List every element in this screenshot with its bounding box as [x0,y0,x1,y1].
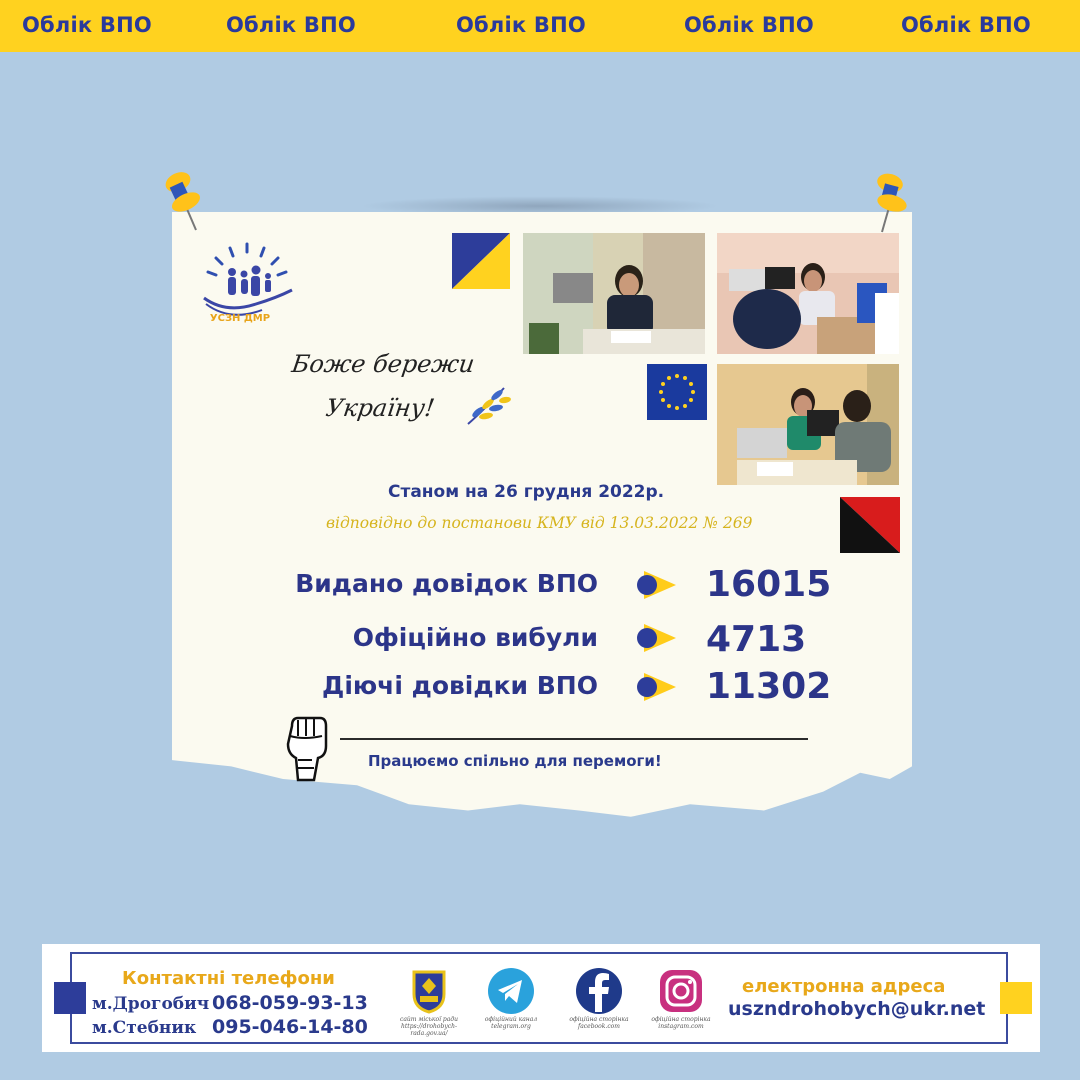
logo-caption: УСЗН ДМР [209,313,271,324]
social-caption: офіційна сторінка facebook.com [569,1016,629,1030]
stat-label: Видано довідок ВПО [295,569,598,598]
raised-fist-icon [284,716,330,782]
contacts-title: Контактні телефони [122,968,335,989]
arrow-bullet-icon [634,621,678,655]
email-title: електронна адреса [742,976,946,997]
arrow-bullet-icon [634,568,678,602]
contact-city: м.Стебник [92,1018,197,1038]
stat-value: 11302 [706,666,832,707]
eu-flag-icon [647,364,707,420]
stat-label: Офіційно вибули [352,623,598,652]
contact-phone[interactable]: 068-059-93-13 [212,992,368,1014]
facebook-icon[interactable] [574,966,624,1016]
stat-value: 4713 [706,619,807,660]
banner-label: Облік ВПО [684,13,814,37]
blue-yellow-flag-icon [452,233,510,289]
arrow-bullet-icon [634,670,678,704]
office-photo [523,233,705,354]
motto: Працюємо спільно для перемоги! [368,752,662,770]
telegram-icon[interactable] [486,966,536,1016]
office-photo [717,233,899,354]
yellow-square-decoration [1000,982,1032,1014]
social-caption: сайт міської ради https://drohobych-rada.gov.ua/ [399,1016,459,1037]
coat-of-arms-icon[interactable] [404,966,454,1016]
red-black-flag-icon [840,497,900,553]
contact-city: м.Дрогобич [92,994,210,1014]
slogan-line-1: Боже бережи [290,350,477,378]
social-caption: офіційний канал telegram.org [484,1016,538,1030]
stat-value: 16015 [706,564,832,605]
top-banner [0,0,1080,52]
office-photo [717,364,899,485]
social-caption: офіційна сторінка instagram.com [651,1016,711,1030]
blue-square-decoration [54,982,86,1014]
decree-reference: відповідно до постанови КМУ від 13.03.2022 № 269 [326,514,753,532]
pushpin-icon [866,170,922,234]
contact-phone[interactable]: 095-046-14-80 [212,1016,368,1038]
slogan-line-2: Україну! [324,394,437,422]
divider [340,738,808,740]
pushpin-icon [154,168,210,232]
laurel-branch-icon [464,382,512,428]
banner-label: Облік ВПО [226,13,356,37]
stat-label: Діючі довідки ВПО [322,671,598,700]
banner-label: Облік ВПО [456,13,586,37]
email-link[interactable]: uszndrohobych@ukr.net [728,998,986,1020]
banner-label: Облік ВПО [22,13,152,37]
instagram-icon[interactable] [656,966,706,1016]
banner-label: Облік ВПО [901,13,1031,37]
status-date: Станом на 26 грудня 2022р. [388,482,665,502]
